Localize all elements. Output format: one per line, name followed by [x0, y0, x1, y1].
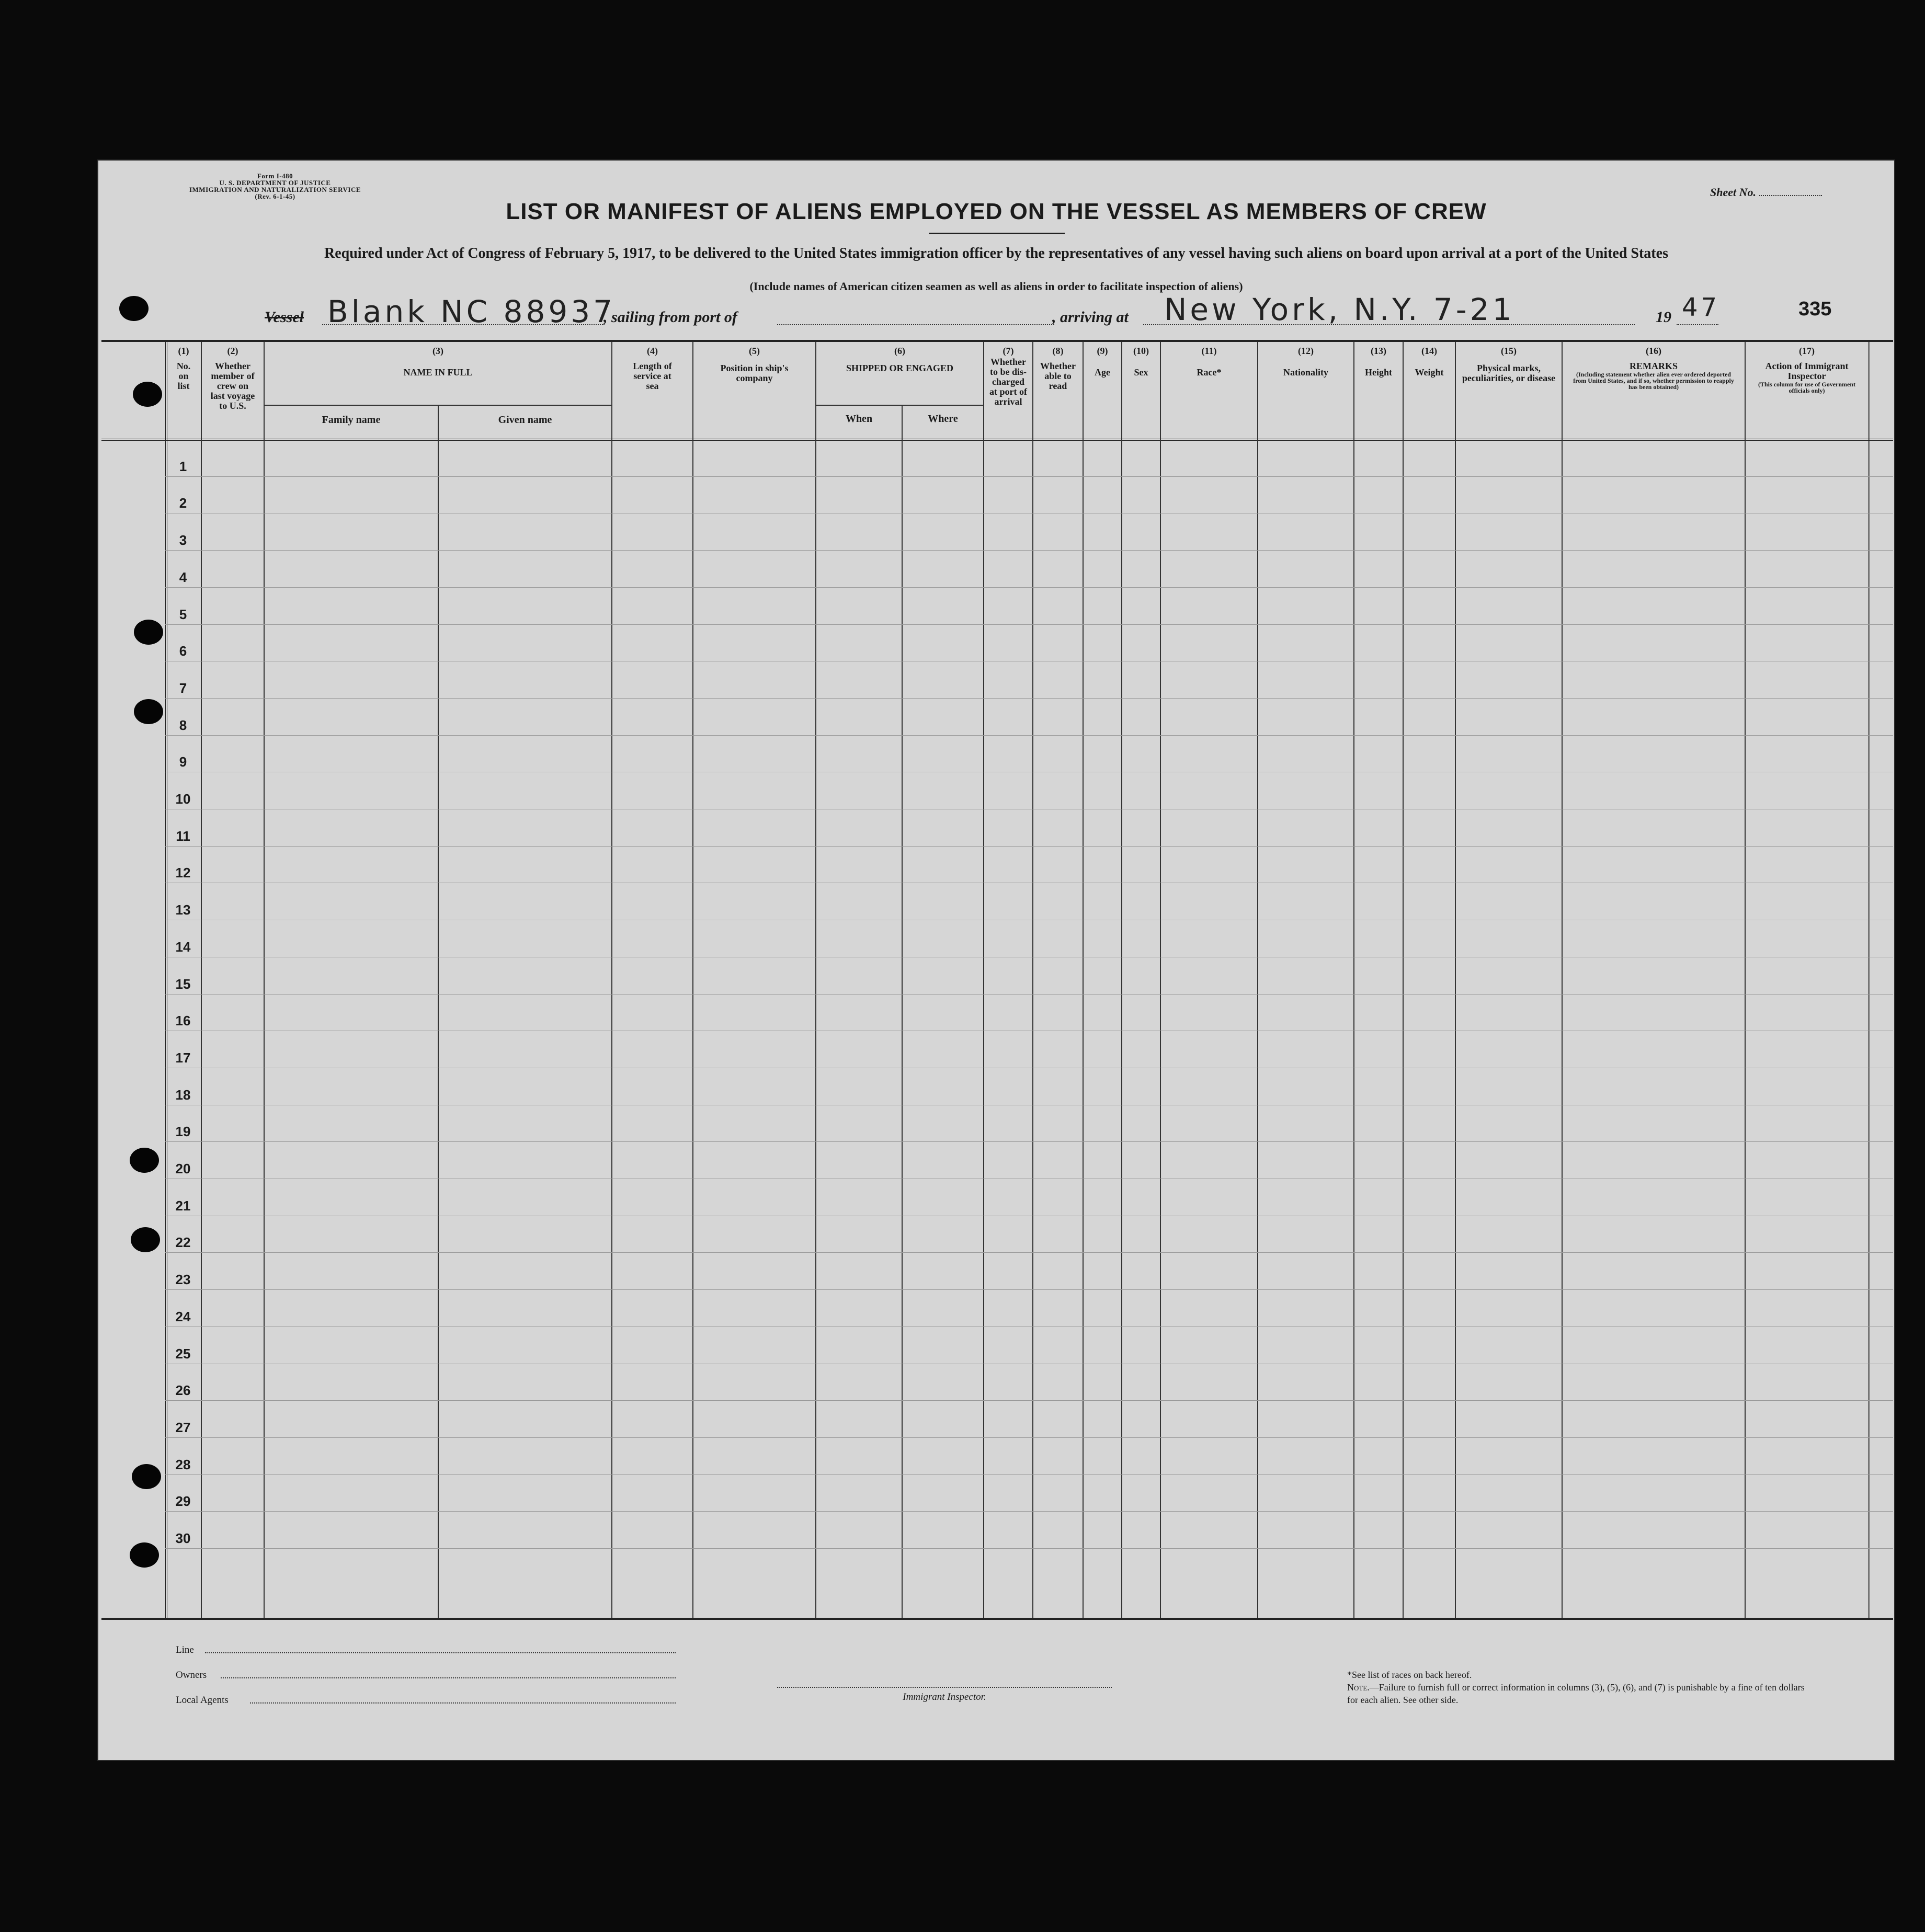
row-number: 6 [179, 643, 187, 659]
stamp-number: 335 [1798, 298, 1832, 320]
table-row [165, 1400, 1893, 1401]
footer-owners-field[interactable] [221, 1677, 676, 1678]
form-number: Form I-480 [257, 172, 293, 180]
shipped-subheader-line [815, 405, 983, 406]
crew-table [101, 340, 1893, 1620]
row-number: 17 [175, 1049, 191, 1066]
row-number: 27 [175, 1419, 191, 1435]
table-row [165, 1141, 1893, 1142]
row-number: 30 [175, 1530, 191, 1546]
row-number: 11 [176, 828, 190, 844]
col-header-1: (1) No. on list [176, 346, 191, 391]
row-number: 15 [175, 976, 191, 992]
footer-penalty-note: Note.—Failure to furnish full or correct information in columns (3), (5), (6), and (7) is punishable by a fine of ten dollars for each alien. See other side. [1347, 1682, 1805, 1705]
col-divider [1083, 342, 1084, 1618]
col-divider [1455, 342, 1456, 1618]
col-header-2: (2) Whether member of crew on last voyage to U.S. [210, 346, 255, 411]
table-row [165, 624, 1893, 625]
row-number: 3 [179, 532, 187, 548]
table-row [165, 735, 1893, 736]
table-row [165, 1437, 1893, 1438]
arrival-handwritten: New York, N.Y. 7-21 [1164, 292, 1515, 327]
sheet-number-label: Sheet No. [1710, 186, 1756, 199]
table-row [165, 476, 1893, 477]
form-service: IMMIGRATION AND NATURALIZATION SERVICE [189, 186, 361, 193]
footer-owners-label: Owners [176, 1670, 207, 1681]
col-divider [1257, 342, 1258, 1618]
col-header-6: (6) SHIPPED OR ENGAGED [846, 346, 954, 373]
footer-line-field[interactable] [205, 1652, 676, 1653]
table-row [165, 846, 1893, 847]
row-number: 24 [175, 1308, 191, 1324]
punch-hole [131, 1227, 160, 1252]
row-number: 8 [179, 717, 187, 733]
row-number: 5 [179, 606, 187, 622]
col-header-3: (3) NAME IN FULL [403, 346, 473, 378]
table-header-divider [101, 439, 1893, 441]
col-header-15: (15) Physical marks, peculiarities, or disease [1462, 346, 1556, 383]
row-number: 13 [175, 902, 191, 918]
row-number: 18 [175, 1087, 191, 1103]
row-number: 25 [175, 1345, 191, 1362]
col-header-9: (9) Age [1095, 346, 1110, 378]
row-number: 26 [175, 1382, 191, 1399]
table-row [165, 1474, 1893, 1475]
row-number: 28 [175, 1456, 191, 1472]
page-subtitle-note: (Include names of American citizen seamen as well as aliens in order to facilitate inspection of aliens) [749, 280, 1243, 293]
form-id-block [165, 173, 385, 200]
punch-hole [134, 620, 163, 645]
row-number: 23 [175, 1272, 191, 1288]
punch-hole [133, 382, 162, 407]
col-header-family: Family name [322, 414, 381, 426]
row-number: 20 [175, 1161, 191, 1176]
table-row [165, 698, 1893, 699]
table-row [165, 1548, 1893, 1549]
col-header-where: Where [928, 413, 958, 425]
vessel-name-handwritten: Blank NC 88937 [327, 294, 616, 329]
col-divider [264, 342, 265, 1618]
punch-hole [134, 699, 163, 724]
col-divider [1032, 342, 1033, 1618]
year-prefix: 19 [1656, 308, 1671, 326]
footer-races-note: *See list of races on back hereof. [1347, 1670, 1472, 1680]
manifest-sheet [97, 159, 1895, 1761]
inspector-signature-field[interactable] [777, 1687, 1112, 1688]
row-number: 7 [179, 680, 187, 696]
table-row [165, 587, 1893, 588]
col-divider [1745, 342, 1746, 1618]
year-handwritten: 47 [1682, 293, 1721, 322]
col-divider [983, 342, 984, 1618]
row-number: 14 [175, 939, 191, 955]
col-divider [201, 342, 202, 1618]
col-header-13: (13) Height [1365, 346, 1392, 378]
col-header-12: (12) Nationality [1283, 346, 1328, 378]
row-number: 1 [179, 458, 187, 474]
col-header-10: (10) Sex [1133, 346, 1149, 378]
col-header-7: (7) Whether to be dis-charged at port of arrival [989, 346, 1027, 407]
inspector-label: Immigrant Inspector. [903, 1691, 986, 1702]
col-header-14: (14) Weight [1415, 346, 1444, 378]
col-divider [1121, 342, 1122, 1618]
row-number: 10 [175, 791, 191, 807]
col-divider [611, 342, 612, 1618]
row-number: 12 [175, 865, 191, 881]
sailing-label: , sailing from port of [603, 308, 737, 326]
name-subheader-line [264, 405, 611, 406]
row-number: 4 [179, 569, 187, 585]
col-header-17: (17) Action of Immigrant Inspector (This column for use of Government officials only) [1758, 346, 1856, 394]
row-number: 16 [175, 1013, 191, 1029]
row-number: 9 [179, 754, 187, 770]
table-row [165, 1252, 1893, 1253]
sailing-port-field[interactable] [777, 324, 1054, 325]
title-underline [929, 233, 1065, 234]
punch-hole [130, 1542, 159, 1568]
footer-notes [1347, 1668, 1818, 1706]
row-number: 22 [175, 1234, 191, 1251]
sheet-number [1710, 186, 1822, 199]
footer-line-label: Line [176, 1644, 194, 1655]
col-header-11: (11) Race* [1197, 346, 1222, 378]
table-row [165, 1289, 1893, 1290]
col-divider [815, 342, 816, 1618]
form-dept: U. S. DEPARTMENT OF JUSTICE [219, 179, 331, 187]
table-row [165, 550, 1893, 551]
vessel-line [97, 292, 1895, 329]
footer-agents-label: Local Agents [176, 1695, 229, 1706]
col-divider [1353, 342, 1354, 1618]
footer-agents-field[interactable] [250, 1702, 676, 1704]
page-title: LIST OR MANIFEST OF ALIENS EMPLOYED ON THE VESSEL AS MEMBERS OF CREW [506, 199, 1487, 224]
punch-hole [130, 1148, 159, 1173]
punch-hole [119, 296, 149, 321]
col-divider [1562, 342, 1563, 1618]
col-header-16: (16) REMARKS (Including statement whether alien ever ordered deported from United States, and if so, whether permission to reapply has been obtained) [1573, 346, 1734, 391]
col-divider [692, 342, 693, 1618]
page-subtitle: Required under Act of Congress of February 5, 1917, to be delivered to the United States immigration officer by the representatives of any vessel having such aliens on board upon arrival at a port of the United States [324, 245, 1668, 261]
row-number: 21 [175, 1197, 191, 1214]
col-divider [1160, 342, 1161, 1618]
row-number: 29 [175, 1493, 191, 1510]
col-header-5: (5) Position in ship's company [720, 346, 789, 383]
col-header-4: (4) Length of service at sea [633, 346, 672, 391]
col-header-when: When [845, 413, 873, 425]
col-divider [1403, 342, 1404, 1618]
col-divider [1868, 342, 1870, 1618]
form-rev: (Rev. 6-1-45) [255, 192, 295, 200]
sheet-number-field[interactable] [1759, 195, 1822, 196]
col-header-given: Given name [498, 414, 552, 426]
row-number: 2 [179, 495, 187, 511]
row-number: 19 [175, 1124, 191, 1140]
arriving-label: , arriving at [1052, 308, 1129, 326]
punch-hole [132, 1464, 161, 1489]
table-row [165, 1511, 1893, 1512]
year-field[interactable] [1677, 324, 1718, 325]
vessel-label: Vessel [265, 308, 304, 326]
col-header-8: (8) Whether able to read [1040, 346, 1076, 391]
